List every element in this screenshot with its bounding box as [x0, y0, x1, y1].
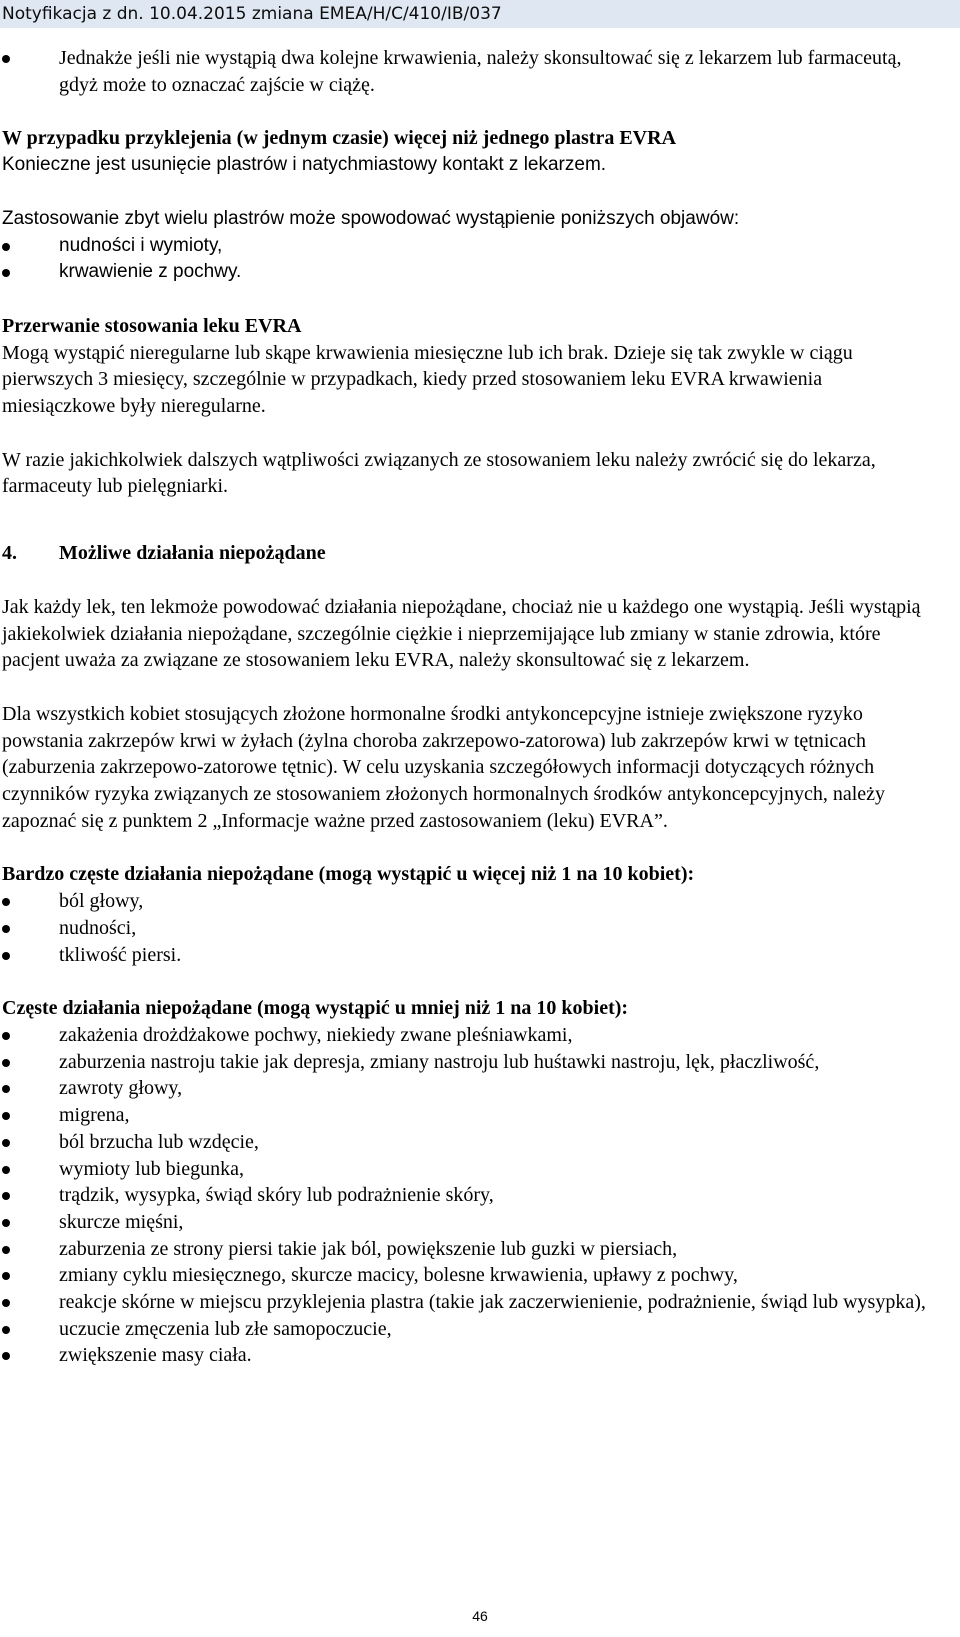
bullet-icon	[2, 55, 10, 63]
multiple-patches-heading: W przypadku przyklejenia (w jednym czasie) więcej niż jednego plastra EVRA	[2, 127, 677, 150]
list-item: zwiększenie masy ciała.	[0, 1342, 940, 1369]
multiple-patches-text: Konieczne jest usunięcie plastrów i natychmiastowy kontakt z lekarzem.	[2, 154, 607, 176]
bullet-icon	[2, 1352, 10, 1360]
common-list	[0, 1022, 940, 1369]
section-number: 4.	[2, 542, 17, 565]
document-header: Notyfikacja z dn. 10.04.2015 zmiana EMEA/H/C/410/IB/037	[0, 0, 960, 28]
bullet-icon	[2, 243, 10, 251]
bullet-icon	[2, 1246, 10, 1254]
section-4-intro: Jak każdy lek, ten lekmoże powodować działania niepożądane, chociaż nie u każdego one wystąpią. Jeśli wystąpią jakiekolwiek działania niepożądane, szczególnie ciężkie i nieprzemijające lub zmiany w stanie zdrowia, które pacjent uważa za związane ze stosowaniem leku EVRA, należy skonsultować się z lekarzem.	[2, 595, 921, 672]
section-title: Możliwe działania niepożądane	[59, 542, 326, 565]
list-item: uczucie zmęczenia lub złe samopoczucie,	[0, 1316, 940, 1343]
top-bullet-list	[0, 45, 940, 98]
list-item: Jednakże jeśli nie wystąpią dwa kolejne krwawienia, należy skonsultować się z lekarzem lub farmaceutą, gdyż może to oznaczać zajście w ciążę.	[0, 45, 940, 98]
bullet-icon	[2, 1112, 10, 1120]
list-item: ból głowy,	[0, 888, 940, 915]
bullet-icon	[2, 1032, 10, 1040]
very-common-list	[0, 888, 940, 968]
list-item: zmiany cyklu miesięcznego, skurcze macicy, bolesne krwawienia, upławy z pochwy,	[0, 1262, 940, 1289]
very-common-heading: Bardzo częste działania niepożądane (mogą wystąpić u więcej niż 1 na 10 kobiet):	[2, 863, 695, 886]
bullet-icon	[2, 1219, 10, 1227]
doubts-text: W razie jakichkolwiek dalszych wątpliwości związanych ze stosowaniem leku należy zwrócić się do lekarza, farmaceuty lub pielęgniarki.	[2, 448, 876, 498]
bullet-icon	[2, 1326, 10, 1334]
list-item: skurcze mięśni,	[0, 1209, 940, 1236]
bullet-icon	[2, 269, 10, 277]
page-number: 46	[472, 1608, 488, 1624]
overdose-intro: Zastosowanie zbyt wielu plastrów może spowodować wystąpienie poniższych objawów:	[2, 207, 740, 229]
bullet-icon	[2, 1192, 10, 1200]
common-heading: Częste działania niepożądane (mogą wystąpić u mniej niż 1 na 10 kobiet):	[2, 997, 629, 1020]
discontinuation-heading: Przerwanie stosowania leku EVRA	[2, 314, 302, 337]
list-item: zaburzenia nastroju takie jak depresja, zmiany nastroju lub huśtawki nastroju, lęk, płaczliwość,	[0, 1049, 940, 1076]
bullet-icon	[2, 1272, 10, 1280]
list-item: zakażenia drożdżakowe pochwy, niekiedy zwane pleśniawkami,	[0, 1022, 940, 1049]
bullet-icon	[2, 1299, 10, 1307]
list-item: nudności,	[0, 915, 940, 942]
list-item: trądzik, wysypka, świąd skóry lub podrażnienie skóry,	[0, 1182, 940, 1209]
list-item: nudności i wymioty,	[0, 233, 940, 260]
list-item: ból brzucha lub wzdęcie,	[0, 1129, 940, 1156]
list-item: zawroty głowy,	[0, 1075, 940, 1102]
bullet-icon	[2, 1166, 10, 1174]
list-item: migrena,	[0, 1102, 940, 1129]
list-item: krwawienie z pochwy.	[0, 259, 940, 286]
overdose-list	[0, 233, 940, 286]
bullet-icon	[2, 952, 10, 960]
page-content	[0, 45, 940, 1369]
bullet-icon	[2, 1059, 10, 1067]
bullet-icon	[2, 1085, 10, 1093]
list-item: reakcje skórne w miejscu przyklejenia plastra (takie jak zaczerwienienie, podrażnienie, świąd lub wysypka),	[0, 1289, 940, 1316]
list-item: tkliwość piersi.	[0, 942, 940, 969]
bullet-icon	[2, 898, 10, 906]
list-item: wymioty lub biegunka,	[0, 1156, 940, 1183]
bullet-icon	[2, 925, 10, 933]
section-4-heading	[0, 540, 940, 567]
discontinuation-text: Mogą wystąpić nieregularne lub skąpe krwawienia miesięczne lub ich brak. Dzieje się tak zwykle w ciągu pierwszych 3 miesięcy, szczególnie w przypadkach, kiedy przed stosowaniem leku EVRA krwawienia miesiączkowe były nieregularne.	[2, 341, 853, 418]
bullet-icon	[2, 1139, 10, 1147]
list-item: zaburzenia ze strony piersi takie jak ból, powiększenie lub guzki w piersiach,	[0, 1236, 940, 1263]
thrombosis-risk-text: Dla wszystkich kobiet stosujących złożone hormonalne środki antykoncepcyjne istnieje zwiększone ryzyko powstania zakrzepów krwi w żyłach (żylna choroba zakrzepowo-zatorowa) lub zakrzepów krwi w tętnicach (zaburzenia zakrzepowo-zatorowe tętnic). W celu uzyskania szczegółowych informacji dotyczących różnych czynników ryzyka związanych ze stosowaniem złożonych hormonalnych środków antykoncepcyjnych, należy zapoznać się z punktem 2 „Informacje ważne przed zastosowaniem (leku) EVRA”.	[2, 702, 886, 832]
